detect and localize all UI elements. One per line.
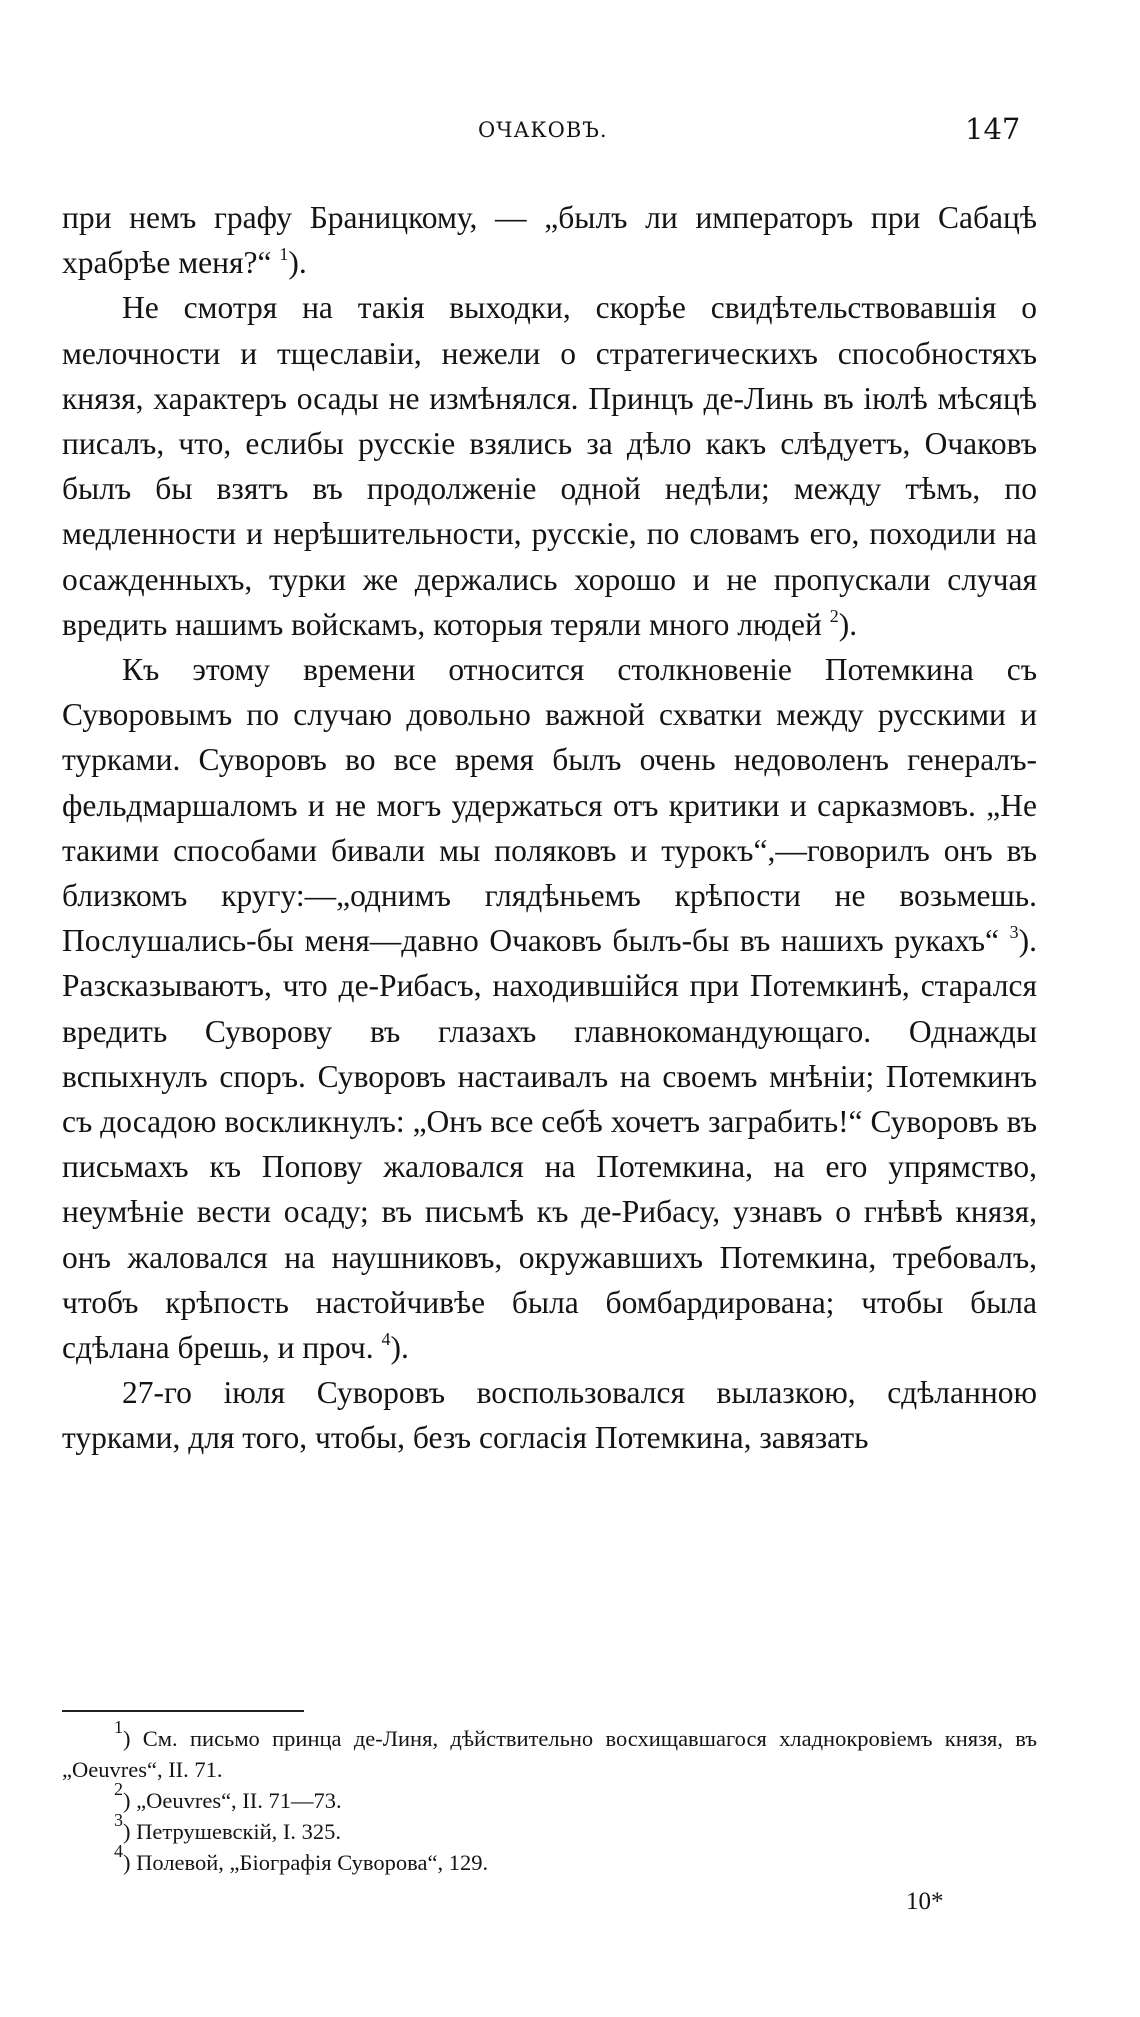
paragraph-tail: ). Разсказываютъ, что де-Рибасъ, находившійся при Потемкинѣ, старался вредить Суворову въ глазахъ главнокомандующаго. Однажды вспыхнулъ споръ. Суворовъ настаивалъ на своемъ мнѣніи; Потемкинъ съ досадою воскликнулъ: „Онъ все себѣ хочетъ заграбить!“ Суворовъ въ письмахъ къ Попову жаловался на Потемкина, на его упрямство, неумѣніе вести осаду; въ письмѣ къ де-Рибасу, узнавъ о гнѣвѣ князя, онъ жаловался на наушниковъ, окружавшихъ Потемкина, требовалъ, чтобъ крѣпость настойчивѣе была бомбардирована; чтобы была сдѣлана брешь, и проч. — [62, 923, 1037, 1366]
footnote-mark: 1 — [114, 1717, 123, 1737]
page-number: 147 — [965, 112, 1021, 146]
paragraph-text: Не смотря на такія выходки, скорѣе свидѣтельствовавшія о мелочности и тщеславіи, нежели о стратегическихъ способностяхъ князя, характеръ осады не измѣнялся. Принцъ де-Линь въ іюлѣ мѣсяцѣ писалъ, что, еслибы русскіе взялись за дѣло какъ слѣдуетъ, Очаковъ былъ бы взятъ въ продолженіе одной недѣли; между тѣмъ, по медленности и нерѣшительности, русскіе, по словамъ его, походили на осажденныхъ, турки же держались хорошо и не пропускали случая вредить нашимъ войскамъ, которыя теряли много людей — [62, 290, 1037, 642]
footnotes — [62, 1717, 1037, 1878]
signature-mark: 10* — [906, 1888, 944, 1915]
footnote-1 — [62, 1717, 1037, 1785]
body-text — [62, 195, 1037, 1461]
footnote-text: ) См. письмо принца де-Линя, дѣйствительно восхищавшагося хладнокровіемъ князя, въ „Oeuvres“, II. 71. — [62, 1726, 1037, 1782]
paragraph-4 — [62, 1370, 1037, 1460]
footnote-divider — [62, 1710, 304, 1712]
footnote-mark: 2 — [114, 1779, 123, 1799]
footnote-ref: 2 — [829, 605, 839, 626]
footnote-text: ) Полевой, „Біографія Суворова“, 129. — [123, 1850, 489, 1875]
paragraph-3 — [62, 647, 1037, 1370]
running-title: ОЧАКОВЪ. — [478, 118, 608, 142]
footnote-3 — [62, 1810, 1037, 1847]
paragraph-text: Къ этому времени относится столкновеніе Потемкина съ Суворовымъ по случаю довольно важной схватки между русскими и турками. Суворовъ во все время былъ очень недоволенъ генералъ-фельдмаршаломъ и не могъ удержаться отъ критики и сарказмовъ. „Не такими способами бивали мы поляковъ и турокъ“,—говорилъ онъ въ близкомъ кругу:—„однимъ глядѣньемъ крѣпости не возьмешь. Послушались-бы меня—давно Очаковъ былъ-бы въ нашихъ рукахъ“ — [62, 652, 1037, 959]
footnote-4 — [62, 1841, 1037, 1878]
footnote-2 — [62, 1779, 1037, 1816]
footnote-ref: 4 — [381, 1329, 391, 1350]
paragraph-tail: ). — [838, 606, 858, 642]
paragraph-tail: ). — [390, 1330, 409, 1366]
footnote-mark: 3 — [114, 1810, 123, 1830]
running-head — [0, 112, 1140, 152]
paragraph-2 — [62, 285, 1037, 647]
footnote-text: ) „Oeuvres“, II. 71—73. — [123, 1788, 342, 1813]
footnote-ref: 3 — [1009, 922, 1019, 943]
footnote-ref: 1 — [279, 244, 289, 265]
footnote-text: ) Петрушевскій, I. 325. — [123, 1819, 342, 1844]
paragraph-text: при немъ графу Браницкому, — „былъ ли императоръ при Сабацѣ храбрѣе меня?“ — [62, 200, 1037, 281]
paragraph-tail: ). — [288, 245, 307, 281]
footnote-mark: 4 — [114, 1841, 123, 1861]
paragraph-1 — [62, 195, 1037, 285]
paragraph-text: 27-го іюля Суворовъ воспользовался вылазкою, сдѣланною турками, для того, чтобы, безъ согласія Потемкина, завязать — [62, 1375, 1037, 1456]
